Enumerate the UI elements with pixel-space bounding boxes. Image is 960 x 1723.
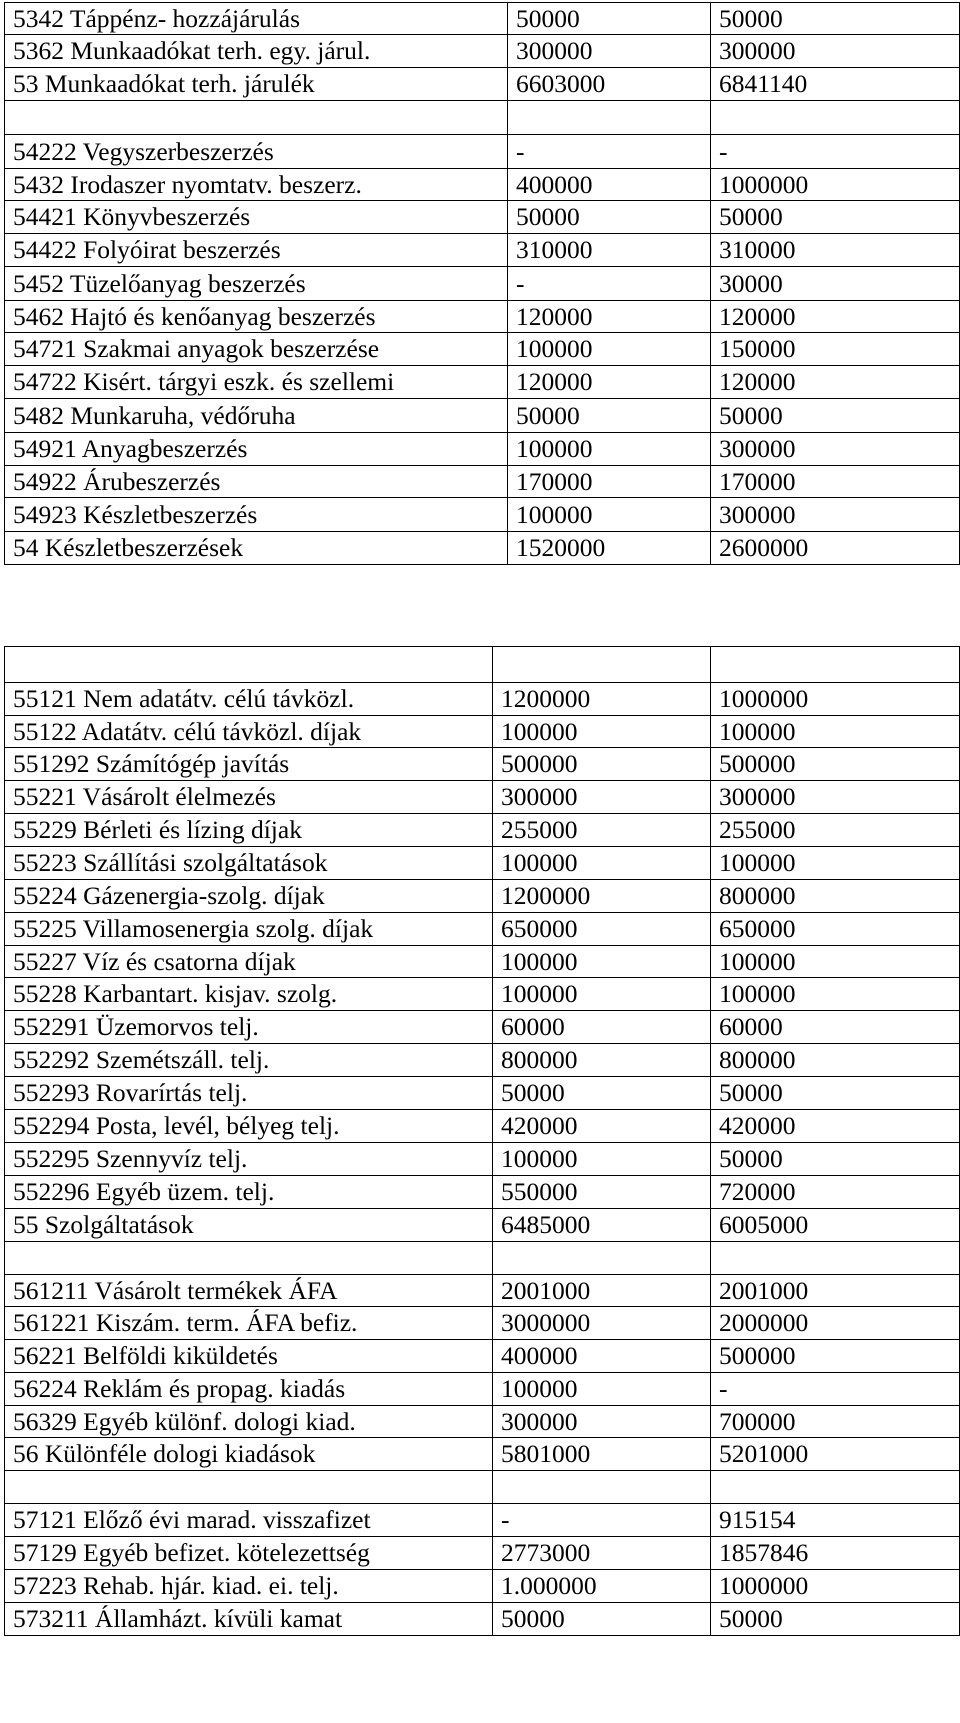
account-label-cell: 5452 Tüzelőanyag beszerzés bbox=[5, 267, 508, 301]
amount-col1-cell: 800000 bbox=[493, 1044, 711, 1077]
account-label-cell bbox=[5, 647, 493, 683]
amount-col1-cell: 5801000 bbox=[493, 1438, 711, 1471]
amount-col2-cell: 500000 bbox=[711, 748, 960, 781]
account-label-cell: 57121 Előző évi marad. visszafizet bbox=[5, 1504, 493, 1537]
table-row bbox=[5, 3, 960, 35]
amount-col1-cell: 100000 bbox=[493, 847, 711, 880]
account-label-cell: 5342 Táppénz- hozzájárulás bbox=[5, 3, 508, 35]
amount-col1-cell: 300000 bbox=[493, 781, 711, 814]
amount-col1-cell: 100000 bbox=[493, 1143, 711, 1176]
table-row bbox=[5, 433, 960, 466]
amount-col1-cell: 60000 bbox=[493, 1011, 711, 1044]
blank-row bbox=[5, 101, 960, 135]
table-row bbox=[5, 1077, 960, 1110]
table-row bbox=[5, 1143, 960, 1176]
amount-col1-cell: 550000 bbox=[493, 1176, 711, 1209]
amount-col2-cell: 100000 bbox=[711, 716, 960, 748]
amount-col2-cell: 700000 bbox=[711, 1406, 960, 1438]
account-label-cell: 55221 Vásárolt élelmezés bbox=[5, 781, 493, 814]
account-label-cell: 55227 Víz és csatorna díjak bbox=[5, 946, 493, 978]
account-label-cell bbox=[5, 101, 508, 135]
table-row bbox=[5, 1603, 960, 1636]
table-row bbox=[5, 301, 960, 333]
amount-col2-cell: 2000000 bbox=[711, 1307, 960, 1340]
amount-col2-cell: 800000 bbox=[711, 880, 960, 913]
amount-col1-cell: - bbox=[493, 1504, 711, 1537]
table-row bbox=[5, 1406, 960, 1438]
amount-col2-cell: 50000 bbox=[711, 1603, 960, 1636]
amount-col2-cell: 300000 bbox=[711, 498, 960, 532]
table-row bbox=[5, 267, 960, 301]
table-row bbox=[5, 748, 960, 781]
account-label-cell: 54222 Vegyszerbeszerzés bbox=[5, 135, 508, 169]
account-label-cell: 56221 Belföldi kiküldetés bbox=[5, 1340, 493, 1373]
account-label-cell: 54 Készletbeszerzések bbox=[5, 532, 508, 565]
amount-col1-cell: 100000 bbox=[493, 1373, 711, 1406]
account-label-cell: 54421 Könyvbeszerzés bbox=[5, 201, 508, 234]
amount-col1-cell bbox=[493, 647, 711, 683]
account-label-cell: 55122 Adatátv. célú távközl. díjak bbox=[5, 716, 493, 748]
table-row bbox=[5, 399, 960, 433]
amount-col1-cell: 2001000 bbox=[493, 1275, 711, 1307]
table-row bbox=[5, 1110, 960, 1143]
account-label-cell: 551292 Számítógép javítás bbox=[5, 748, 493, 781]
table-row bbox=[5, 68, 960, 101]
amount-col2-cell: 720000 bbox=[711, 1176, 960, 1209]
account-label-cell: 54422 Folyóirat beszerzés bbox=[5, 234, 508, 267]
table-row bbox=[5, 1176, 960, 1209]
table-row bbox=[5, 1209, 960, 1242]
amount-col2-cell: 50000 bbox=[711, 201, 960, 234]
table-row bbox=[5, 1570, 960, 1603]
amount-col2-cell: 50000 bbox=[711, 1077, 960, 1110]
account-label-cell: 5362 Munkaadókat terh. egy. járul. bbox=[5, 35, 508, 68]
account-label-cell: 55228 Karbantart. kisjav. szolg. bbox=[5, 978, 493, 1011]
account-label-cell: 552294 Posta, levél, bélyeg telj. bbox=[5, 1110, 493, 1143]
amount-col1-cell: 6485000 bbox=[493, 1209, 711, 1242]
account-label-cell: 54922 Árubeszerzés bbox=[5, 466, 508, 498]
table-row bbox=[5, 1537, 960, 1570]
amount-col1-cell: 120000 bbox=[508, 366, 711, 399]
account-label-cell: 56329 Egyéb különf. dologi kiad. bbox=[5, 1406, 493, 1438]
table-row bbox=[5, 532, 960, 565]
budget-table-lower bbox=[4, 646, 960, 1636]
account-label-cell: 55121 Nem adatátv. célú távközl. bbox=[5, 683, 493, 716]
amount-col1-cell: 100000 bbox=[493, 946, 711, 978]
amount-col2-cell: 1000000 bbox=[711, 169, 960, 201]
account-label-cell: 552296 Egyéb üzem. telj. bbox=[5, 1176, 493, 1209]
amount-col2-cell: 300000 bbox=[711, 781, 960, 814]
amount-col2-cell: 300000 bbox=[711, 35, 960, 68]
amount-col2-cell: 120000 bbox=[711, 301, 960, 333]
amount-col2-cell: 100000 bbox=[711, 847, 960, 880]
account-label-cell: 5432 Irodaszer nyomtatv. beszerz. bbox=[5, 169, 508, 201]
amount-col2-cell: 2600000 bbox=[711, 532, 960, 565]
amount-col1-cell: 100000 bbox=[493, 716, 711, 748]
blank-row bbox=[5, 1242, 960, 1275]
amount-col2-cell: 255000 bbox=[711, 814, 960, 847]
amount-col1-cell: 1200000 bbox=[493, 683, 711, 716]
amount-col1-cell: 300000 bbox=[493, 1406, 711, 1438]
amount-col1-cell: 50000 bbox=[493, 1077, 711, 1110]
amount-col2-cell: 5201000 bbox=[711, 1438, 960, 1471]
table-row bbox=[5, 169, 960, 201]
amount-col1-cell: 3000000 bbox=[493, 1307, 711, 1340]
amount-col1-cell: 100000 bbox=[508, 433, 711, 466]
amount-col1-cell: 170000 bbox=[508, 466, 711, 498]
account-label-cell: 57223 Rehab. hjár. kiad. ei. telj. bbox=[5, 1570, 493, 1603]
amount-col1-cell: - bbox=[508, 135, 711, 169]
amount-col1-cell: 120000 bbox=[508, 301, 711, 333]
table-row bbox=[5, 466, 960, 498]
amount-col2-cell: 2001000 bbox=[711, 1275, 960, 1307]
amount-col1-cell: 50000 bbox=[508, 201, 711, 234]
account-label-cell: 552293 Rovarírtás telj. bbox=[5, 1077, 493, 1110]
amount-col1-cell: 500000 bbox=[493, 748, 711, 781]
account-label-cell: 57129 Egyéb befizet. kötelezettség bbox=[5, 1537, 493, 1570]
account-label-cell: 56 Különféle dologi kiadások bbox=[5, 1438, 493, 1471]
amount-col1-cell: 50000 bbox=[508, 399, 711, 433]
account-label-cell bbox=[5, 1471, 493, 1504]
amount-col2-cell: 300000 bbox=[711, 433, 960, 466]
amount-col2-cell: 800000 bbox=[711, 1044, 960, 1077]
amount-col2-cell: 50000 bbox=[711, 1143, 960, 1176]
table-row bbox=[5, 880, 960, 913]
amount-col2-cell: 170000 bbox=[711, 466, 960, 498]
table-row bbox=[5, 781, 960, 814]
table-row bbox=[5, 716, 960, 748]
account-label-cell: 55 Szolgáltatások bbox=[5, 1209, 493, 1242]
amount-col2-cell: 30000 bbox=[711, 267, 960, 301]
amount-col2-cell: 50000 bbox=[711, 3, 960, 35]
account-label-cell: 54921 Anyagbeszerzés bbox=[5, 433, 508, 466]
blank-row bbox=[5, 647, 960, 683]
account-label-cell: 55225 Villamosenergia szolg. díjak bbox=[5, 913, 493, 946]
account-label-cell: 54722 Kisért. tárgyi eszk. és szellemi bbox=[5, 366, 508, 399]
account-label-cell: 54923 Készletbeszerzés bbox=[5, 498, 508, 532]
amount-col2-cell: 100000 bbox=[711, 946, 960, 978]
amount-col2-cell bbox=[711, 647, 960, 683]
amount-col2-cell: 60000 bbox=[711, 1011, 960, 1044]
amount-col1-cell: 400000 bbox=[508, 169, 711, 201]
amount-col1-cell: 310000 bbox=[508, 234, 711, 267]
amount-col2-cell bbox=[711, 101, 960, 135]
account-label-cell: 561211 Vásárolt termékek ÁFA bbox=[5, 1275, 493, 1307]
table-row bbox=[5, 913, 960, 946]
amount-col2-cell bbox=[711, 1471, 960, 1504]
amount-col1-cell: 50000 bbox=[493, 1603, 711, 1636]
amount-col2-cell: 650000 bbox=[711, 913, 960, 946]
amount-col1-cell bbox=[508, 101, 711, 135]
amount-col1-cell: 650000 bbox=[493, 913, 711, 946]
amount-col2-cell: 1857846 bbox=[711, 1537, 960, 1570]
amount-col2-cell: 310000 bbox=[711, 234, 960, 267]
account-label-cell: 561221 Kiszám. term. ÁFA befiz. bbox=[5, 1307, 493, 1340]
table-row bbox=[5, 1307, 960, 1340]
budget-table-upper bbox=[4, 2, 960, 565]
account-label-cell: 5462 Hajtó és kenőanyag beszerzés bbox=[5, 301, 508, 333]
amount-col1-cell: 100000 bbox=[508, 498, 711, 532]
amount-col2-cell: 1000000 bbox=[711, 683, 960, 716]
table-row bbox=[5, 814, 960, 847]
table-row bbox=[5, 498, 960, 532]
table-row bbox=[5, 366, 960, 399]
table-row bbox=[5, 234, 960, 267]
amount-col2-cell: 420000 bbox=[711, 1110, 960, 1143]
amount-col2-cell: 120000 bbox=[711, 366, 960, 399]
account-label-cell: 552291 Üzemorvos telj. bbox=[5, 1011, 493, 1044]
amount-col1-cell: 6603000 bbox=[508, 68, 711, 101]
table-row bbox=[5, 1504, 960, 1537]
blank-row bbox=[5, 1471, 960, 1504]
amount-col1-cell: 1520000 bbox=[508, 532, 711, 565]
table-row bbox=[5, 978, 960, 1011]
amount-col2-cell: - bbox=[711, 135, 960, 169]
amount-col1-cell: 255000 bbox=[493, 814, 711, 847]
amount-col1-cell bbox=[493, 1471, 711, 1504]
account-label-cell: 55229 Bérleti és lízing díjak bbox=[5, 814, 493, 847]
table-row bbox=[5, 1275, 960, 1307]
table-row bbox=[5, 847, 960, 880]
amount-col1-cell: 300000 bbox=[508, 35, 711, 68]
amount-col1-cell: 420000 bbox=[493, 1110, 711, 1143]
account-label-cell: 55223 Szállítási szolgáltatások bbox=[5, 847, 493, 880]
amount-col2-cell: 915154 bbox=[711, 1504, 960, 1537]
table-row bbox=[5, 1011, 960, 1044]
amount-col1-cell bbox=[493, 1242, 711, 1275]
account-label-cell: 552295 Szennyvíz telj. bbox=[5, 1143, 493, 1176]
account-label-cell: 54721 Szakmai anyagok beszerzése bbox=[5, 333, 508, 366]
table-row bbox=[5, 333, 960, 366]
account-label-cell: 53 Munkaadókat terh. járulék bbox=[5, 68, 508, 101]
table-row bbox=[5, 135, 960, 169]
amount-col1-cell: 100000 bbox=[508, 333, 711, 366]
amount-col2-cell bbox=[711, 1242, 960, 1275]
amount-col1-cell: 50000 bbox=[508, 3, 711, 35]
table-row bbox=[5, 1044, 960, 1077]
amount-col2-cell: 150000 bbox=[711, 333, 960, 366]
amount-col1-cell: 1200000 bbox=[493, 880, 711, 913]
amount-col2-cell: 50000 bbox=[711, 399, 960, 433]
account-label-cell: 55224 Gázenergia-szolg. díjak bbox=[5, 880, 493, 913]
table-row bbox=[5, 1438, 960, 1471]
account-label-cell: 5482 Munkaruha, védőruha bbox=[5, 399, 508, 433]
amount-col2-cell: 500000 bbox=[711, 1340, 960, 1373]
table-row bbox=[5, 35, 960, 68]
table-row bbox=[5, 683, 960, 716]
amount-col2-cell: 1000000 bbox=[711, 1570, 960, 1603]
amount-col1-cell: - bbox=[508, 267, 711, 301]
amount-col2-cell: 6841140 bbox=[711, 68, 960, 101]
account-label-cell: 573211 Államházt. kívüli kamat bbox=[5, 1603, 493, 1636]
amount-col1-cell: 400000 bbox=[493, 1340, 711, 1373]
account-label-cell bbox=[5, 1242, 493, 1275]
table-row bbox=[5, 1340, 960, 1373]
amount-col1-cell: 100000 bbox=[493, 978, 711, 1011]
amount-col1-cell: 1.000000 bbox=[493, 1570, 711, 1603]
amount-col2-cell: 100000 bbox=[711, 978, 960, 1011]
table-row bbox=[5, 201, 960, 234]
table-row bbox=[5, 946, 960, 978]
table-row bbox=[5, 1373, 960, 1406]
account-label-cell: 552292 Szemétszáll. telj. bbox=[5, 1044, 493, 1077]
amount-col2-cell: - bbox=[711, 1373, 960, 1406]
amount-col1-cell: 2773000 bbox=[493, 1537, 711, 1570]
account-label-cell: 56224 Reklám és propag. kiadás bbox=[5, 1373, 493, 1406]
amount-col2-cell: 6005000 bbox=[711, 1209, 960, 1242]
